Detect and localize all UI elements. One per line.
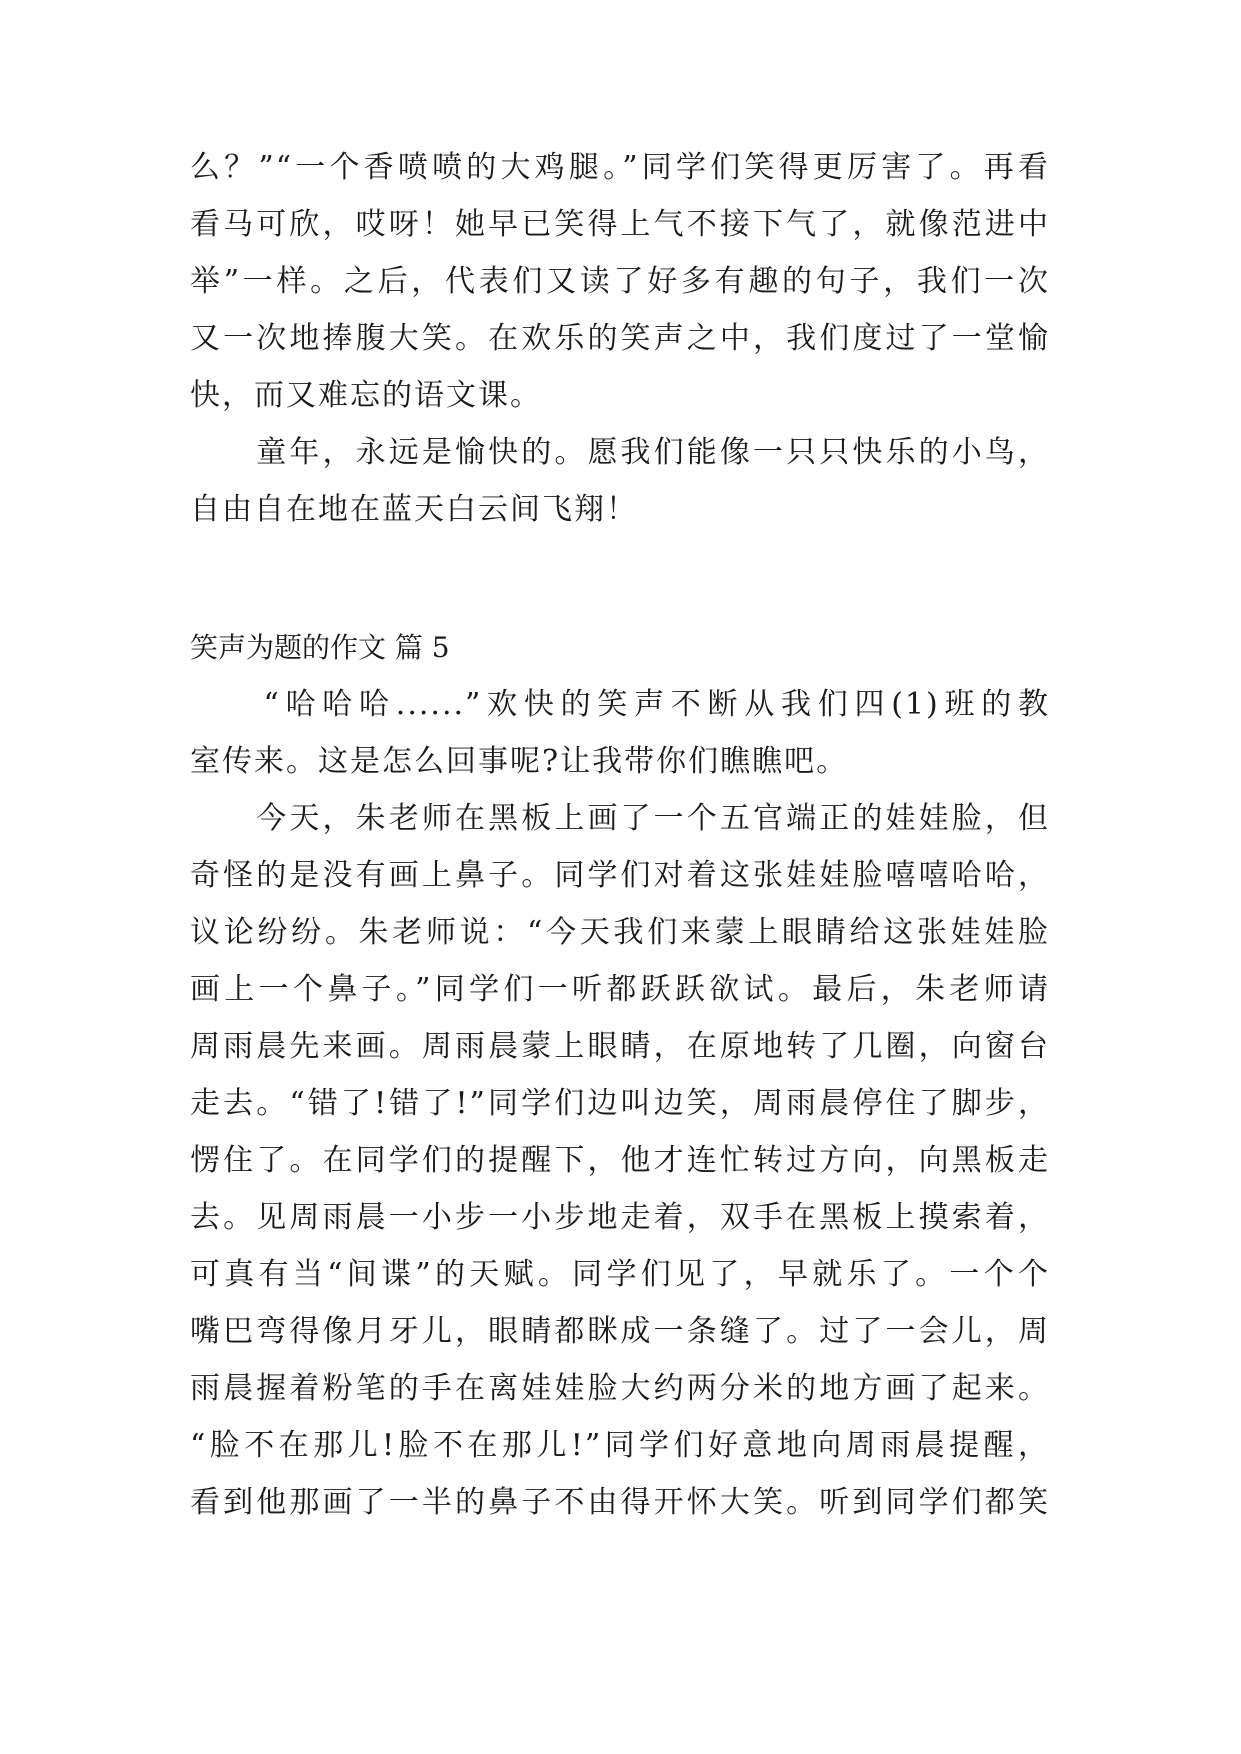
text-line: “脸不在那儿!脸不在那儿!”同学们好意地向周雨晨提醒， bbox=[190, 1428, 1050, 1463]
text-line: 周雨晨先来画。周雨晨蒙上眼睛，在原地转了几圈，向窗台 bbox=[190, 1029, 1050, 1064]
text-line: 画上一个鼻子。”同学们一听都跃跃欲试。最后，朱老师请 bbox=[190, 972, 1050, 1007]
text-line: 又一次地捧腹大笑。在欢乐的笑声之中，我们度过了一堂愉 bbox=[190, 321, 1050, 356]
text-line: 今天，朱老师在黑板上画了一个五官端正的娃娃脸，但 bbox=[190, 801, 1050, 836]
text-line: 举”一样。之后，代表们又读了好多有趣的句子，我们一次 bbox=[190, 264, 1050, 299]
text-line: 嘴巴弯得像月牙儿，眼睛都眯成一条缝了。过了一会儿，周 bbox=[190, 1314, 1050, 1349]
text-line: “哈哈哈......”欢快的笑声不断从我们四(1)班的教 bbox=[190, 687, 1050, 722]
text-line: 看到他那画了一半的鼻子不由得开怀大笑。听到同学们都笑 bbox=[190, 1485, 1050, 1520]
text-line: 去。见周雨晨一小步一小步地走着，双手在黑板上摸索着， bbox=[190, 1200, 1050, 1235]
text-line: 走去。“错了!错了!”同学们边叫边笑，周雨晨停住了脚步， bbox=[190, 1086, 1050, 1121]
text-line: 议论纷纷。朱老师说：“今天我们来蒙上眼睛给这张娃娃脸 bbox=[190, 915, 1050, 950]
text-line: 快，而又难忘的语文课。 bbox=[190, 378, 542, 413]
section-title: 笑声为题的作文 篇 5 bbox=[190, 631, 450, 664]
text-line: 可真有当“间谍”的天赋。同学们见了，早就乐了。一个个 bbox=[190, 1257, 1050, 1292]
text-line: 自由自在地在蓝天白云间飞翔！ bbox=[190, 492, 638, 527]
text-line: 愣住了。在同学们的提醒下，他才连忙转过方向，向黑板走 bbox=[190, 1143, 1050, 1178]
text-line: 奇怪的是没有画上鼻子。同学们对着这张娃娃脸嘻嘻哈哈， bbox=[190, 858, 1050, 893]
text-line: 室传来。这是怎么回事呢?让我带你们瞧瞧吧。 bbox=[190, 744, 849, 779]
text-line: 么？”“一个香喷喷的大鸡腿。”同学们笑得更厉害了。再看 bbox=[190, 150, 1050, 185]
text-line: 雨晨握着粉笔的手在离娃娃脸大约两分米的地方画了起来。 bbox=[190, 1371, 1050, 1406]
text-line: 童年，永远是愉快的。愿我们能像一只只快乐的小鸟， bbox=[190, 435, 1050, 470]
text-line: 看马可欣，哎呀！她早已笑得上气不接下气了，就像范进中 bbox=[190, 207, 1050, 242]
